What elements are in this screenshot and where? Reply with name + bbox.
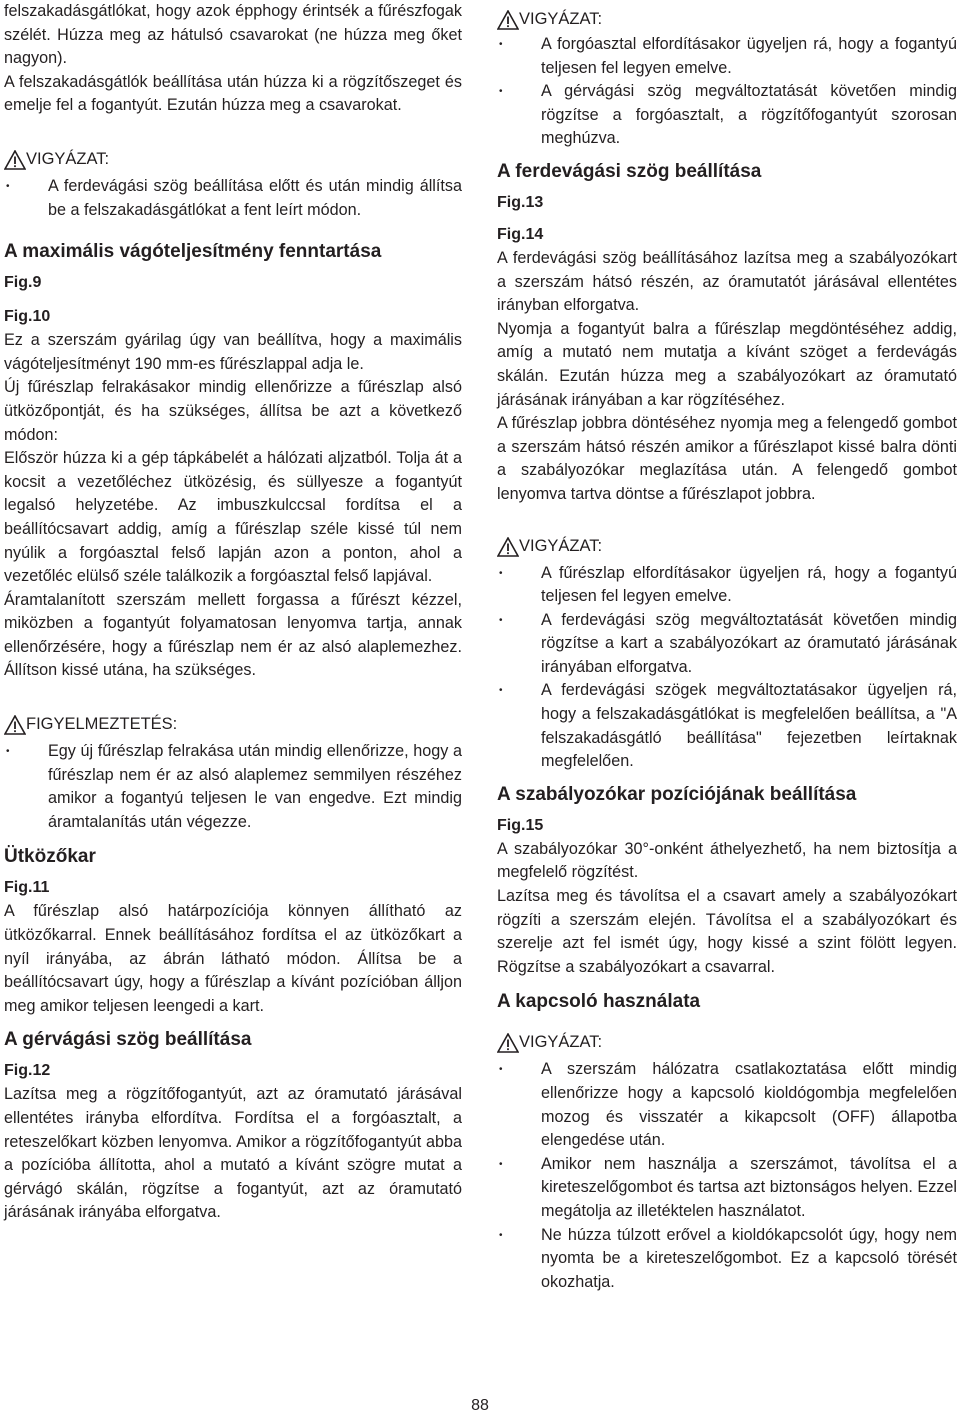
warning-triangle-icon — [497, 10, 519, 30]
paragraph: A fűrészlap alsó határpozíciója könnyen állítható az ütközőkarral. Ennek beállításához fordítsa el az ütközőkart a nyíl irányába, az ábrán látható módon. Állítsa be a beállítócsavart úgy, hogy a fűrészlap a kívánt pozícióban álljon meg amikor teljesen leengedi a kart. — [4, 902, 462, 1015]
bullet-icon: • — [6, 746, 10, 758]
section-heading: A maximális vágóteljesítmény fenntartása — [4, 241, 382, 263]
list-item: • A ferdevágási szög beállítása előtt és után mindig állítsa be a felszakadásgátlókat a fent leírt módon. — [6, 176, 462, 219]
warning-box — [497, 535, 957, 774]
list-item: • Egy új fűrészlap felrakása után mindig ellenőrizze, hogy a fűrészlap nem ér az alsó alaplemez semmilyen részéhez amikor a fogantyú teljesen le van engedve. Ezt mindig áramtalanítás után végezze. — [6, 742, 462, 831]
paragraph: Nyomja a fogantyút balra a fűrészlap megdöntéséhez addig, amíg a mutató nem mutatja a kívánt szöget a ferdevágás skálán. Ezután húzza meg a szabályozókart az óramutató járásának irányában a kar rögzítéséhez. — [497, 319, 957, 409]
list-item: • A ferdevágási szög megváltoztatását követően mindig rögzítse a kart a szabályozókart az óramutató járásának irányában elforgatva. — [499, 610, 957, 676]
figure-ref: Fig.13 — [497, 193, 544, 211]
warning-title: VIGYÁZAT: — [497, 8, 957, 30]
right-column — [497, 0, 957, 1294]
list-item: • A ferdevágási szögek megváltoztatásakor ügyeljen rá, hogy a felszakadásgátlókat is megfelelően beállítsa, a "A felszakadásgátló beállítása" fejezetben leírtaknak megfelelően. — [499, 681, 957, 771]
bullet-icon: • — [499, 39, 503, 50]
figure-ref: Fig.14 — [497, 225, 544, 243]
section-heading: A gérvágási szög beállítása — [4, 1029, 252, 1051]
list-item: • A fűrészlap elfordításakor ügyeljen rá, hogy a fogantyú teljesen fel legyen emelve. — [499, 563, 957, 606]
list-item: • A gérvágási szög megváltoztatását követően mindig rögzítse a forgóasztalt, a rögzítőfogantyút szorosan meghúzva. — [499, 82, 957, 148]
warning-box — [497, 1031, 957, 1294]
page-number: 88 — [471, 1397, 489, 1414]
paragraph: A ferdevágási szög beállításához lazítsa meg a szabályozókart a szerszám hátsó részén, az óramutatót járásával ellentétes irányban elforgatva. — [497, 248, 957, 315]
warning-box — [4, 148, 462, 222]
list-item: • Amikor nem használja a szerszámot, távolítsa el a kireteszelőgombot és tartsa azt biztonságos helyen. Ezzel megátolja az illetéktelen használatot. — [499, 1154, 957, 1220]
paragraph: Áramtalanított szerszám mellett forgassa a fűrészt kézzel, miközben a fogantyút folyamatosan lenyomva tartja, annak ellenőrzésére, hogy a fűrészlap nem ér az alsó alaplemezhez. Állítson kissé utána, ha szükséges. — [4, 590, 462, 680]
section-miter-angle — [4, 1027, 462, 1225]
section-lever-position — [497, 782, 957, 980]
section-max-capacity — [4, 239, 462, 683]
warning-title: FIGYELMEZTETÉS: — [4, 713, 462, 735]
intro-block — [4, 0, 462, 118]
warning-triangle-icon — [497, 1033, 519, 1053]
bullet-icon: • — [499, 1064, 503, 1076]
paragraph: Ez a szerszám gyárilag úgy van beállítva, hogy a maximális vágóteljesítményt 190 mm-es fűrészlappal adja le. — [4, 331, 462, 373]
paragraph: Új fűrészlap felrakásakor mindig ellenőrizze a fűrészlap alsó ütközőpontját, és ha szükséges, állítsa be azt a következő módon: — [4, 378, 462, 444]
warning-box — [4, 713, 462, 834]
warning-title: VIGYÁZAT: — [497, 535, 957, 557]
figure-ref: Fig.11 — [4, 879, 50, 897]
figure-ref: Fig.9 — [4, 274, 42, 292]
paragraph: Először húzza ki a gép tápkábelét a hálózati aljzatból. Tolja át a kocsit a vezetőléchez ütközésig, és süllyesze a fogantyút legalsó helyzetébe. Az imbuszkulccsal fordítsa el a beállítócsavart addig, amíg a fűrészlap széle kissé túl nem nyúlik a forgóasztal felső lapján azon a ponton, ahol a vezetőléc elülső széle találkozik a forgóasztal felső lapjával. — [4, 449, 462, 586]
figure-ref: Fig.10 — [4, 308, 51, 326]
paragraph: Lazítsa meg a rögzítőfogantyút, azt az óramutató járásával ellentétes irányba elfordítva. Fordítsa el a forgóasztalt, a reteszelőkart közben lenyomva. Amikor a rögzítőfogantyút abba a pozícióba állította, ahol a mutató a kívánt szögre mutat a gérvágó skálán, rögzítse a fogantyút, azt az óramutató járásának irányába elforgatva. — [4, 1085, 462, 1222]
left-column — [4, 0, 462, 1225]
paragraph: Lazítsa meg és távolítsa el a csavart amely a szabályozókart rögzíti a szerszám elején. Távolítsa el a szabályozókart és szerelje azt fel ismét úgy, hogy kissé a szint fölött legyen. Rögzítse a szabályozókart a csavarral. — [497, 887, 957, 976]
list-item: • A szerszám hálózatra csatlakoztatása előtt mindig ellenőrizze hogy a kapcsoló kioldógombja megfelelően mozog és visszatér a kikapcsolt (OFF) állapotba elengedése után. — [499, 1060, 957, 1150]
paragraph: A szabályozókar 30°-onként áthelyezhető, ha nem biztosítja a megfelelő rögzítést. — [497, 839, 957, 882]
bullet-icon: • — [499, 567, 503, 579]
figure-ref: Fig.15 — [497, 816, 544, 834]
warning-triangle-icon — [497, 537, 519, 557]
bullet-icon: • — [499, 614, 503, 626]
section-bevel-angle — [497, 159, 957, 507]
section-heading: A szabályozókar pozíciójának beállítása — [497, 783, 857, 805]
section-heading: A ferdevágási szög beállítása — [497, 160, 762, 182]
bullet-icon: • — [6, 180, 10, 192]
section-heading: Ütközőkar — [4, 846, 96, 868]
paragraph: A felszakadásgátlók beállítása után húzza ki a rögzítőszeget és emelje fel a fogantyút. Ezután húzza meg a csavarokat. — [4, 72, 462, 115]
section-stop-arm — [4, 844, 462, 1018]
bullet-icon: • — [499, 685, 503, 697]
section-switch — [497, 989, 957, 1015]
bullet-icon: • — [499, 86, 503, 98]
section-heading: A kapcsoló használata — [497, 991, 701, 1013]
paragraph: felszakadásgátlókat, hogy azok épphogy érintsék a fűrészfogak szélét. Húzza meg az hátulsó csavarokat (ne húzza meg őket nagyon). — [4, 2, 462, 68]
warning-title: VIGYÁZAT: — [497, 1031, 957, 1053]
warning-title: VIGYÁZAT: — [4, 148, 462, 170]
paragraph: A fűrészlap jobbra döntéséhez nyomja meg a felengedő gombot a szerszám hátsó részén amikor a fűrészlapot kissé balra dönti a szabályozókar meglazítása után. A felengedő gombot lenyomva tartva döntse a fűrészlapot jobbra. — [497, 414, 957, 503]
bullet-icon: • — [499, 1229, 503, 1241]
list-item: • Ne húzza túlzott erővel a kioldókapcsolót úgy, hogy nem nyomta be a kireteszelőgombot. Ez a kapcsoló törését okozhatja. — [499, 1225, 957, 1291]
warning-triangle-icon — [4, 715, 26, 735]
list-item: • A forgóasztal elfordításakor ügyeljen rá, hogy a fogantyú teljesen fel legyen emelve. — [499, 35, 957, 77]
warning-triangle-icon — [4, 150, 26, 170]
figure-ref: Fig.12 — [4, 1062, 51, 1080]
warning-box — [497, 8, 957, 151]
bullet-icon: • — [499, 1158, 503, 1170]
